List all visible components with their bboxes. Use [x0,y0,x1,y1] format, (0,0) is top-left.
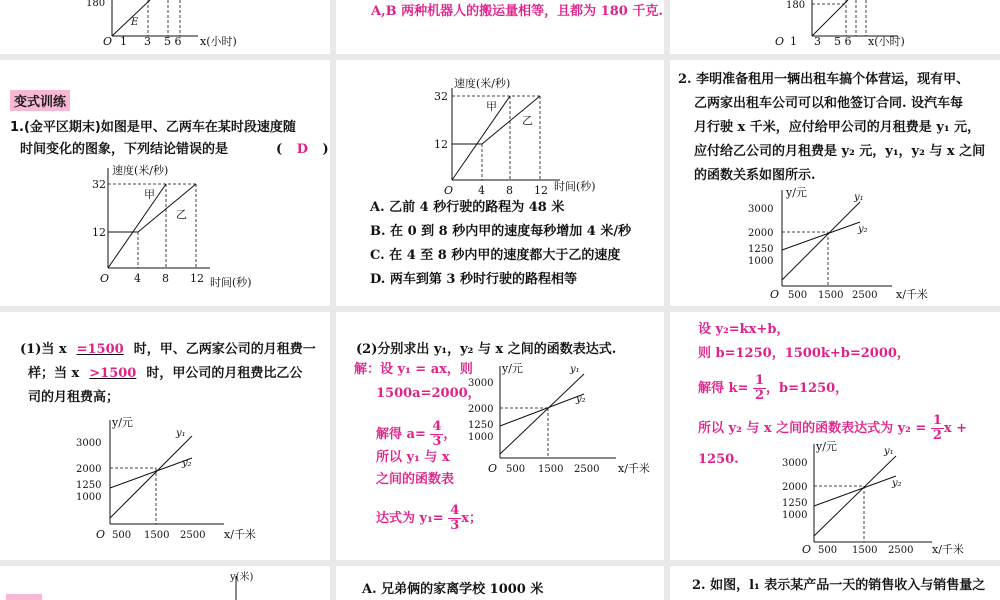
svg-text:y/元: y/元 [786,186,807,199]
last-center-panel [336,566,664,600]
svg-text:x/千米: x/千米 [618,462,650,475]
top-center-panel [336,0,664,54]
solution-line-4: 所以 y₁ 与 x [376,450,450,465]
solution2-line-2: 则 b=1250，1500k+b=2000， [698,346,910,361]
solution2-line-3: 解得 k= $\frac{1}{2}$ ，b=1250， [698,373,849,403]
svg-text:2000: 2000 [782,482,808,493]
svg-text:180: 180 [786,0,806,11]
svg-text:12: 12 [92,226,106,239]
svg-text:y₁: y₁ [570,364,580,375]
option-a: A. 乙前 4 秒行驶的路程为 48 米 [370,200,565,215]
speed-graph-center [336,60,664,200]
answer-blank-1: =1500 [76,342,124,357]
svg-text:3: 3 [814,35,821,48]
svg-text:3000: 3000 [782,458,808,469]
svg-text:2500: 2500 [574,464,600,475]
svg-text:8: 8 [162,272,169,285]
svg-text:乙: 乙 [522,114,533,127]
solution2-line-5: 1250. [698,452,739,467]
problem2-line-3: 月行驶 x 千米，应付给甲公司的月租费是 y₁ 元， [694,120,981,135]
svg-text:y/元: y/元 [502,362,523,375]
solution-line-6: 达式为 y₁= $\frac{4}{3}$ x； [376,503,483,533]
fraction-1-2: $\frac{1}{2}$ [754,373,765,403]
part1-line-1: (1)当 x =1500 时，甲、乙两家公司的月租费一 [20,342,316,357]
svg-text:2000: 2000 [748,228,774,239]
distance-graph-fragment [0,566,330,600]
svg-text:O: O [802,543,812,554]
problem2-line-1: 2. 李明准备租用一辆出租车搞个体营运，现有甲、 [678,72,970,87]
svg-text:E: E [131,17,139,28]
svg-text:y₁: y₁ [854,192,864,203]
svg-text:2500: 2500 [852,290,878,301]
option-b: B. 在 0 到 8 秒内甲的速度每秒增加 4 米/秒 [370,224,632,239]
solution-line-3: 解得 a= $\frac{4}{3}$ ， [376,419,457,449]
svg-text:速度(米/秒): 速度(米/秒) [112,164,169,177]
answer-blank-2: >1500 [89,366,137,381]
svg-text:甲: 甲 [486,100,497,113]
svg-text:时间(秒): 时间(秒) [554,180,596,193]
solution-line-1: 解：设 y₁ = ax，则 [354,362,473,377]
svg-text:2500: 2500 [180,530,206,541]
svg-text:3000: 3000 [76,438,102,449]
last-right-panel [670,566,1000,600]
fraction-1-2-b: $\frac{1}{2}$ [932,413,942,443]
problem2-line-2: 乙两家出租车公司可以和他签订合同. 设汽车每 [694,96,964,111]
svg-text:x(小时): x(小时) [200,35,237,48]
problem2-line-5: 的函数关系如图所示. [694,168,816,183]
practice-tag: 变式训练 [10,90,70,111]
svg-text:x/千米: x/千米 [224,528,256,541]
svg-text:y/元: y/元 [112,416,133,429]
svg-text:2500: 2500 [888,545,914,554]
svg-text:32: 32 [434,90,448,103]
svg-text:y₂: y₂ [892,478,902,489]
svg-text:4: 4 [478,184,485,197]
svg-text:y(米): y(米) [230,572,254,583]
bottom-right-panel [670,312,1000,560]
fraction-4-3: $\frac{4}{3}$ [432,419,442,449]
problem-cut: 2. 如图，l₁ 表示某产品一天的销售收入与销售量之 [692,578,986,593]
question-line-1: 1.(金平区期末)如图是甲、乙两车在某时段速度随 [10,120,296,135]
part2-question: (2)分别求出 y₁，y₂ 与 x 之间的函数表达式. [356,342,617,357]
top-right-graph [670,0,1000,54]
problem2-line-4: 应付给乙公司的月租费是 y₂ 元，y₁，y₂ 与 x 之间 [694,144,986,159]
svg-text:O: O [103,35,113,48]
svg-text:1: 1 [790,35,797,48]
svg-text:1250: 1250 [76,480,102,491]
svg-text:1000: 1000 [748,256,774,267]
svg-text:速度(米/秒): 速度(米/秒) [454,77,511,90]
option-c: C. 在 4 至 8 秒内甲的速度都大于乙的速度 [370,248,621,263]
svg-text:1: 1 [120,35,127,48]
svg-text:1000: 1000 [76,492,102,503]
mid-left-panel [0,60,330,306]
top-right-panel [670,0,1000,54]
bottom-center-panel [336,312,664,560]
svg-text:1250: 1250 [468,420,494,431]
svg-text:500: 500 [112,530,132,541]
svg-text:8: 8 [506,184,513,197]
svg-text:1250: 1250 [748,244,774,255]
svg-text:1000: 1000 [782,510,808,521]
solution-line-5: 之间的函数表 [376,472,455,487]
svg-text:5 6: 5 6 [834,35,852,48]
speed-graph-left [0,162,330,302]
part1-line-3: 司的月租费高； [28,390,120,405]
svg-text:O: O [770,288,780,301]
svg-text:O: O [775,35,785,48]
svg-text:y/元: y/元 [816,440,837,453]
svg-text:时间(秒): 时间(秒) [210,276,252,289]
svg-text:x/千米: x/千米 [896,288,928,301]
answer-choice: D [296,142,308,157]
svg-text:180: 180 [86,0,106,9]
svg-text:2000: 2000 [76,464,102,475]
svg-text:2000: 2000 [468,404,494,415]
solution2-line-4: 所以 y₂ 与 x 之间的函数表达式为 y₂ = $\frac{1}{2}$ x + [698,413,968,443]
answer-paren: ( D ) [276,142,329,157]
svg-text:y₂: y₂ [576,394,586,405]
svg-text:乙: 乙 [176,208,187,221]
svg-text:1250: 1250 [782,498,808,509]
svg-text:500: 500 [788,290,808,301]
svg-text:1500: 1500 [818,290,844,301]
svg-text:O: O [444,184,454,197]
last-left-panel [0,566,330,600]
svg-text:1000: 1000 [468,432,494,443]
conclusion-text: A,B 两种机器人的搬运量相等，且都为 180 千克. [371,4,663,19]
top-left-panel [0,0,330,54]
mid-right-panel [670,60,1000,306]
svg-text:1500: 1500 [538,464,564,475]
svg-text:y₂: y₂ [182,458,192,469]
top-left-graph [0,0,330,54]
svg-text:500: 500 [818,545,838,554]
option-d: D. 两车到第 3 秒时行驶的路程相等 [370,272,577,287]
svg-text:1500: 1500 [852,545,878,554]
svg-text:3000: 3000 [748,204,774,215]
svg-text:12: 12 [190,272,204,285]
svg-text:O: O [100,272,110,285]
svg-text:3000: 3000 [468,378,494,389]
svg-text:4: 4 [134,272,141,285]
svg-text:1500: 1500 [144,530,170,541]
svg-text:32: 32 [92,178,106,191]
svg-text:y₁: y₁ [176,428,186,439]
rent-graph-right [670,186,1000,302]
svg-text:甲: 甲 [144,188,155,201]
svg-text:y₂: y₂ [858,224,868,235]
svg-text:5 6: 5 6 [164,35,182,48]
svg-text:12: 12 [434,138,448,151]
solution-line-2: 1500a=2000， [376,386,481,401]
svg-text:3: 3 [144,35,151,48]
bottom-left-panel [0,312,330,560]
svg-text:x(小时): x(小时) [868,35,905,48]
svg-text:y₁: y₁ [884,446,894,457]
question-line-2: 时间变化的图象，下列结论错误的是 [20,142,229,157]
svg-text:500: 500 [506,464,526,475]
option-a-cut: A. 兄弟俩的家离学校 1000 米 [362,582,544,597]
rent-graph-bottom-center [336,358,664,478]
svg-text:x/千米: x/千米 [932,543,964,554]
solution2-line-1: 设 y₂=kx+b， [698,322,790,337]
rent-graph-bottom-left [0,412,330,542]
svg-text:12: 12 [534,184,548,197]
svg-text:O: O [488,462,498,475]
rent-graph-bottom-right [670,438,1000,554]
mid-center-panel [336,60,664,306]
fraction-4-3-b: $\frac{4}{3}$ [450,503,460,533]
part1-line-2: 样；当 x >1500 时，甲公司的月租费比乙公 [28,366,303,381]
svg-text:O: O [96,528,106,541]
